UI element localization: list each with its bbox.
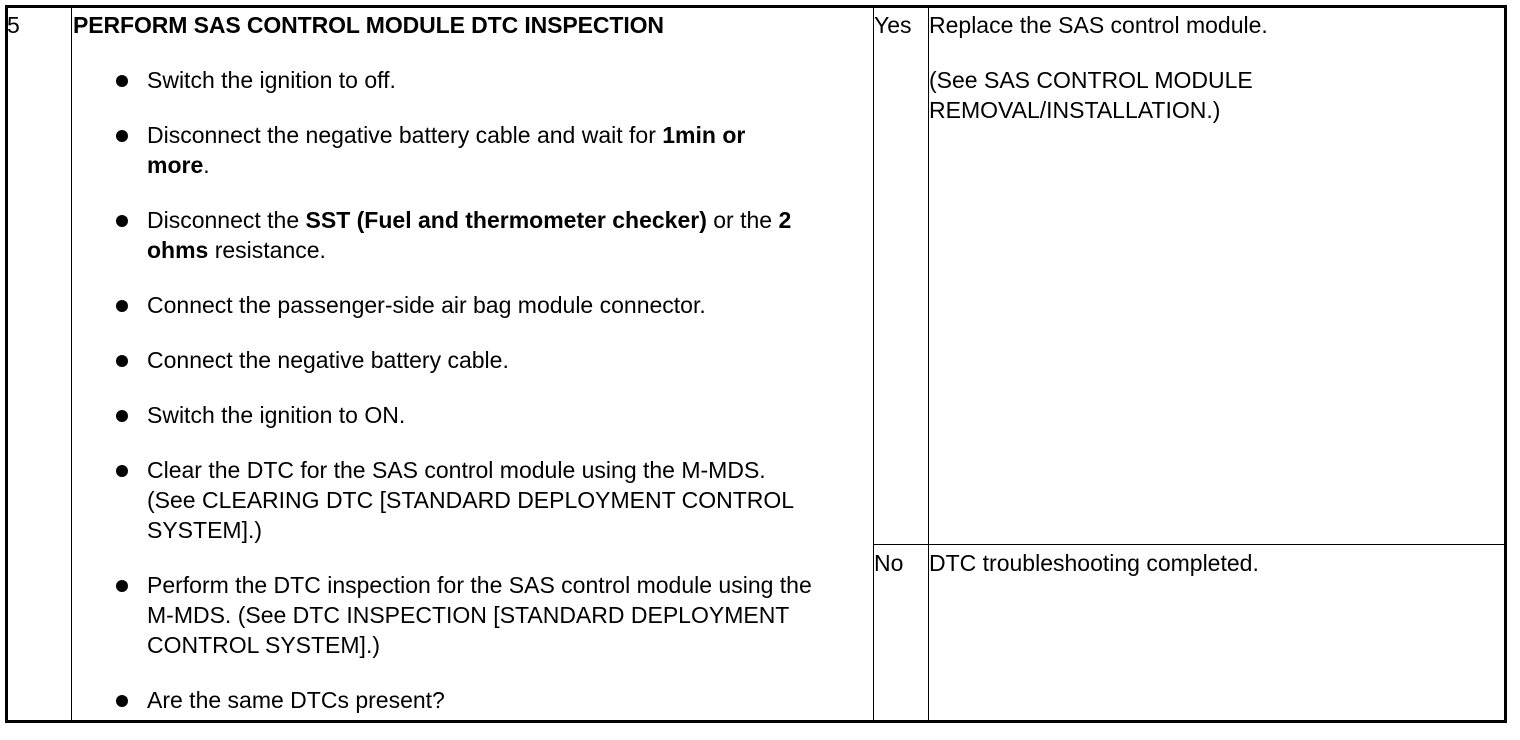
step-emphasis: 2 ohms (147, 207, 792, 263)
procedure-steps (112, 65, 812, 740)
step-text: Switch the ignition to ON. (147, 402, 406, 428)
column-divider-check (873, 8, 874, 720)
step-text: Are the same DTCs present? (147, 687, 445, 713)
step-item (112, 205, 812, 265)
step-emphasis: SST (Fuel and thermometer checker) (305, 207, 707, 233)
step-text: Connect the passenger-side air bag module connector. (147, 292, 706, 318)
step-text: Disconnect the negative battery cable and wait for (147, 122, 663, 148)
step-text: Perform the DTC inspection for the SAS control module using the M-MDS. (See DTC INSPECTION [STANDARD DEPLOYMENT CONTROL SYSTEM].) (147, 572, 812, 658)
step-item (112, 570, 812, 660)
yes-action: Replace the SAS control module. (929, 12, 1268, 38)
step-emphasis: 1min or more (147, 122, 746, 178)
step-item (112, 345, 812, 375)
step-text: Clear the DTC for the SAS control module using the M-MDS. (See CLEARING DTC [STANDARD DEPLOYMENT CONTROL SYSTEM].) (147, 457, 794, 543)
result-label-no: No (874, 550, 904, 576)
step-number: 5 (7, 12, 20, 38)
step-item (112, 120, 812, 180)
step-item (112, 685, 812, 715)
step-text: . (203, 152, 210, 178)
step-item (112, 455, 812, 545)
result-row-divider (873, 544, 1504, 545)
step-text: or the (706, 207, 779, 233)
column-divider-step (71, 8, 72, 720)
result-text-yes (929, 10, 1489, 150)
step-text: resistance. (208, 237, 326, 263)
step-text: Disconnect the (147, 207, 306, 233)
step-text: Connect the negative battery cable. (147, 347, 509, 373)
step-item (112, 290, 812, 320)
result-text-no: DTC troubleshooting completed. (929, 550, 1259, 576)
step-item (112, 65, 812, 95)
yes-reference: (See SAS CONTROL MODULE REMOVAL/INSTALLATION.) (929, 67, 1253, 123)
step-item (112, 400, 812, 430)
step-text: Switch the ignition to off. (147, 67, 396, 93)
result-label-yes: Yes (874, 12, 912, 38)
step-title: PERFORM SAS CONTROL MODULE DTC INSPECTION (73, 12, 664, 38)
